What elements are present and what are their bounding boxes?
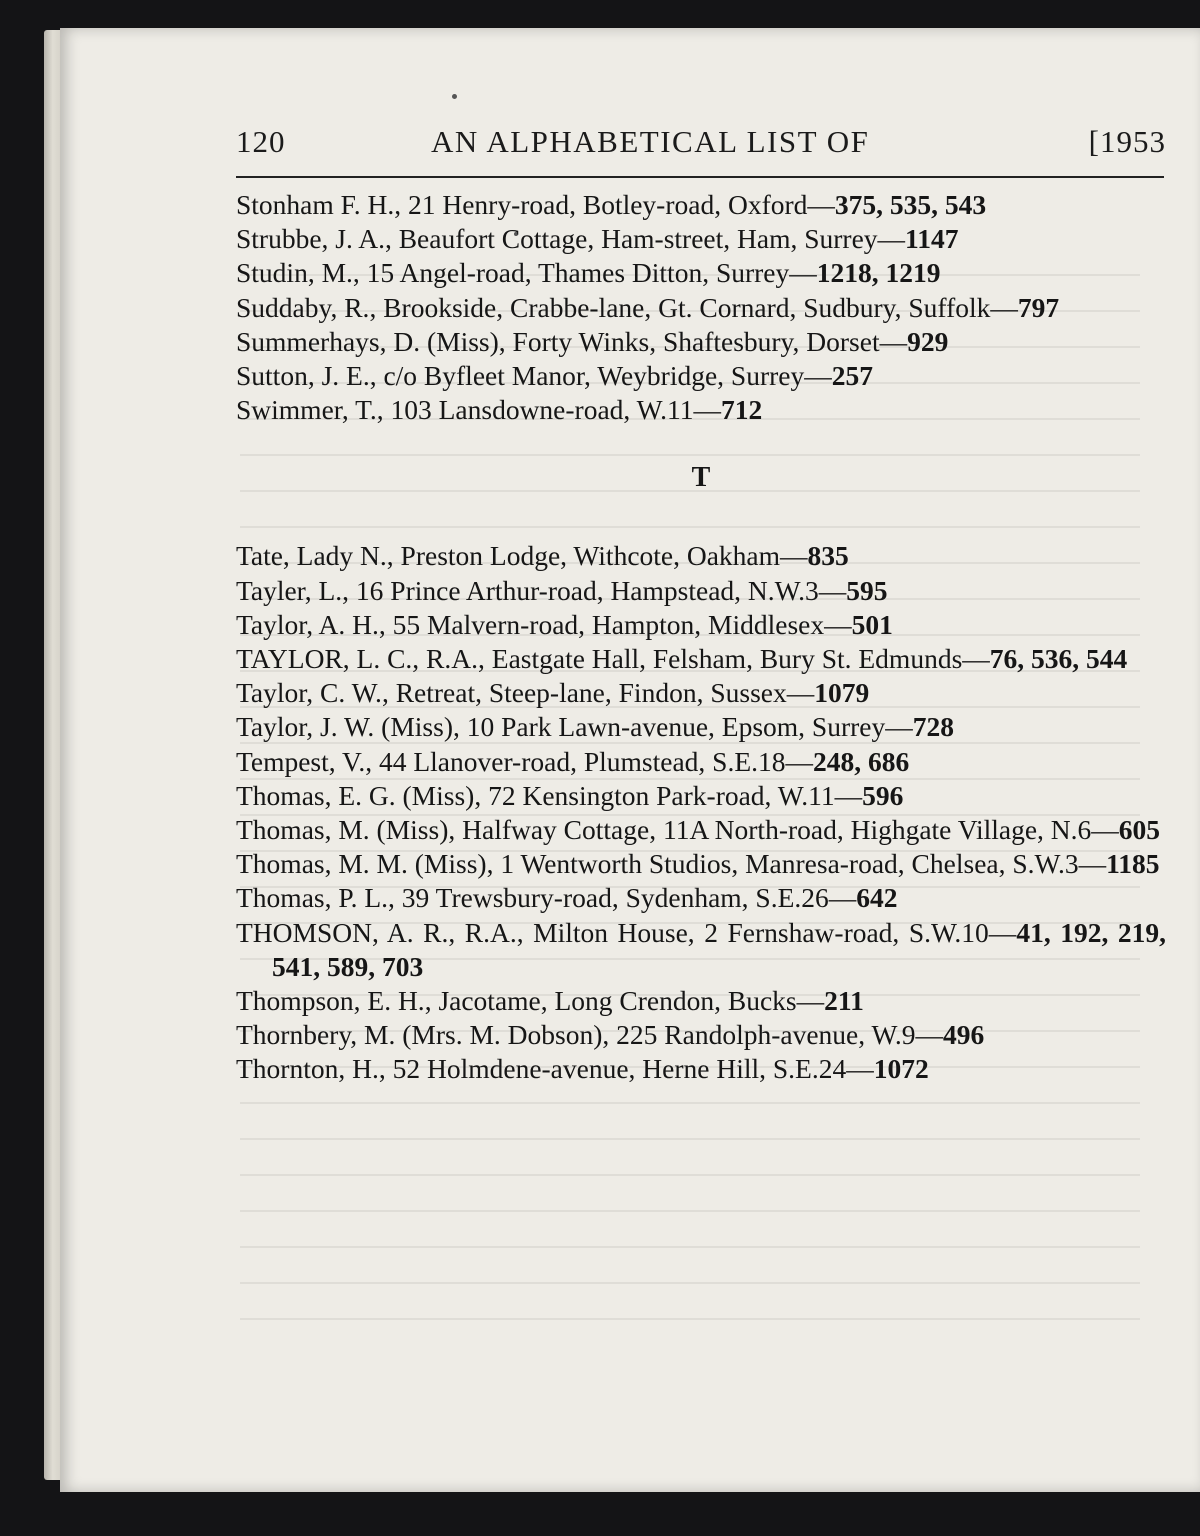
entry-address: , 39 Trewsbury-road, Sydenham, S.E.26— — [388, 882, 857, 914]
directory-list — [236, 188, 1166, 1087]
entry-pages: 642 — [856, 882, 898, 914]
list-entry — [236, 881, 1166, 915]
entry-name: Thornbery, M. (Mrs. M. Dobson) — [236, 1019, 603, 1051]
list-entry — [236, 256, 1166, 290]
entry-pages: 728 — [912, 711, 954, 743]
list-entry — [236, 813, 1166, 847]
list-entry — [236, 984, 1166, 1018]
entry-address: , 103 Lansdowne-road, W.11— — [376, 394, 721, 426]
print-speck — [452, 94, 457, 99]
entry-pages: 76, 536, 544 — [989, 643, 1128, 675]
t-entries — [236, 539, 1166, 1086]
entry-pages: 375, 535, 543 — [834, 189, 987, 220]
year-label: [1953 — [1088, 124, 1166, 159]
entry-name: Taylor, J. W. (Miss) — [236, 711, 453, 743]
list-entry — [236, 676, 1166, 710]
entry-pages: 835 — [807, 540, 849, 572]
entry-name: Thornton, H. — [236, 1053, 379, 1085]
header-rule — [236, 176, 1164, 178]
entry-pages: 596 — [862, 779, 904, 811]
list-entry — [236, 393, 1166, 427]
entry-pages: 712 — [720, 394, 763, 426]
list-entry — [236, 539, 1166, 573]
page-number: 120 — [236, 124, 286, 159]
section-letter: T — [691, 462, 711, 494]
entry-address: , Preston Lodge, Withcote, Oakham— — [386, 540, 808, 572]
list-entry — [236, 779, 1166, 813]
entry-address: , 225 Randolph-avenue, W.9— — [602, 1019, 944, 1051]
entry-name: Thompson, E. H. — [236, 985, 425, 1017]
entry-address: , Halfway Cottage, 11A North-road, Highgate Village, N.6— — [448, 814, 1119, 846]
entry-pages: 797 — [1017, 291, 1060, 323]
entry-address: , 16 Prince Arthur-road, Hampstead, N.W.3— — [342, 574, 847, 606]
entry-pages: 501 — [851, 608, 893, 640]
entry-name: Tayler, L. — [236, 574, 343, 606]
entry-address: , Milton House, 2 Fernshaw-road, S.W.10— — [516, 916, 1017, 948]
entry-name: Studin, M. — [236, 257, 353, 289]
entry-pages: 1185 — [1106, 848, 1160, 880]
entry-address: , 72 Kensington Park-road, W.11— — [474, 779, 863, 811]
entry-name: Sutton, J. E. — [236, 360, 370, 392]
entry-pages: 211 — [824, 985, 864, 1017]
entry-address: , 21 Henry-road, Botley-road, Oxford— — [394, 189, 835, 220]
list-entry — [236, 847, 1166, 881]
entry-name: TAYLOR, L. C., R.A. — [236, 643, 479, 675]
entry-address: , Jacotame, Long Crendon, Bucks— — [424, 985, 825, 1017]
entry-pages: 1079 — [814, 677, 870, 709]
entry-address: , 10 Park Lawn-avenue, Epsom, Surrey— — [452, 711, 913, 743]
entry-name: Tate, Lady N. — [236, 540, 387, 572]
entry-name: Thomas, M. M. (Miss) — [236, 848, 487, 880]
list-entry — [236, 745, 1166, 779]
list-entry — [236, 710, 1166, 744]
running-title: AN ALPHABETICAL LIST OF — [431, 124, 870, 159]
entry-address: , Forty Winks, Shaftesbury, Dorset— — [498, 325, 908, 357]
entry-pages: 248, 686 — [813, 745, 910, 777]
list-entry — [236, 574, 1166, 608]
entry-name: Stonham F. H. — [236, 189, 395, 220]
entry-name: Suddaby, R. — [236, 291, 370, 323]
entry-address: , 55 Malvern-road, Hampton, Middlesex— — [378, 608, 852, 640]
entry-name: Taylor, A. H. — [236, 608, 379, 640]
entry-pages: 41, 192, 219, 541, 589, 703 — [272, 916, 1166, 982]
entry-name: Thomas, E. G. (Miss) — [236, 779, 475, 811]
list-entry — [236, 1018, 1166, 1052]
entry-address: , 44 Llanover-road, Plumstead, S.E.18— — [365, 745, 813, 777]
list-entry — [236, 188, 1166, 222]
entry-address: , Eastgate Hall, Felsham, Bury St. Edmunds— — [478, 643, 990, 675]
entry-name: Summerhays, D. (Miss) — [236, 325, 499, 357]
list-entry — [236, 222, 1166, 256]
entry-address: , Brookside, Crabbe-lane, Gt. Cornard, Sudbury, Suffolk— — [369, 291, 1018, 323]
list-entry — [236, 325, 1166, 359]
entry-name: Tempest, V. — [236, 745, 366, 777]
list-entry — [236, 291, 1166, 325]
entry-address: , Retreat, Steep-lane, Findon, Sussex— — [381, 677, 815, 709]
entry-address: , c/o Byfleet Manor, Weybridge, Surrey— — [369, 360, 832, 392]
entry-name: Taylor, C. W. — [236, 677, 382, 709]
entry-pages: 605 — [1118, 814, 1161, 846]
entry-address: , Beaufort Cottage, Ham-street, Ham, Surrey— — [384, 223, 906, 255]
entry-pages: 1072 — [873, 1053, 929, 1085]
entry-pages: 257 — [831, 360, 873, 392]
entry-pages: 496 — [943, 1019, 985, 1051]
list-entry — [236, 608, 1166, 642]
list-entry — [236, 916, 1166, 984]
entry-pages: 595 — [846, 574, 888, 606]
entry-name: Thomas, P. L. — [236, 882, 389, 914]
entry-address: , 52 Holmdene-avenue, Herne Hill, S.E.24— — [378, 1053, 874, 1085]
entry-name: Strubbe, J. A. — [236, 223, 385, 255]
list-entry — [236, 1052, 1166, 1086]
list-entry — [236, 359, 1166, 393]
entry-name: Swimmer, T. — [236, 394, 377, 426]
entry-name: THOMSON, A. R., R.A. — [236, 916, 517, 948]
entry-pages: 1218, 1219 — [816, 257, 941, 289]
entry-name: Thomas, M. (Miss) — [236, 814, 449, 846]
list-entry — [236, 642, 1166, 676]
entry-pages: 1147 — [905, 223, 959, 255]
s-entries — [236, 188, 1166, 427]
running-header — [236, 124, 1166, 176]
entry-pages: 929 — [907, 325, 949, 357]
entry-address: , 1 Wentworth Studios, Manresa-road, Chelsea, S.W.3— — [486, 848, 1107, 880]
entry-address: , 15 Angel-road, Thames Ditton, Surrey— — [352, 257, 817, 289]
